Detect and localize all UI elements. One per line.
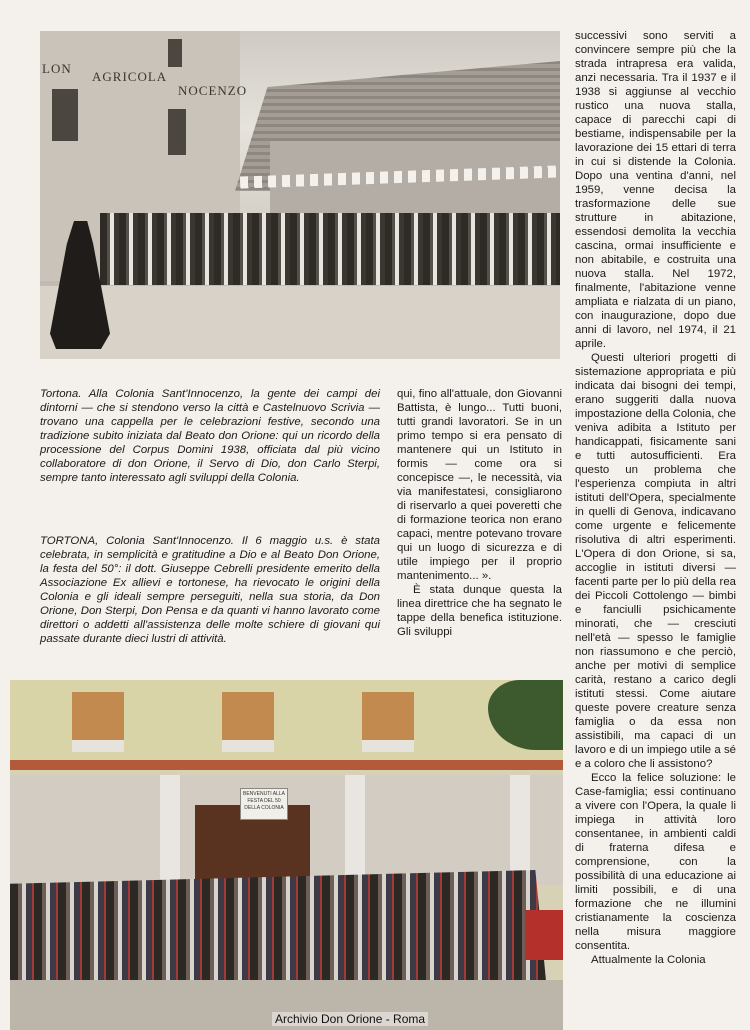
archive-label: Archivio Don Orione - Roma — [272, 1012, 428, 1026]
paragraph: qui, fino all'attuale, don Giovanni Battista, è lungo... Tutti buoni, tutti grandi lavoratori. Se in un primo tempo si era pensato di mantenere qui un Istituto in formis — come ora si concepisce —, le necessità, via via manifestatesi, consigliarono di riservarlo a quei poveretti che di formazione teorica non erano capaci, mentre potevano trovare qui un luogo di sicurezza e di utile impiego per il proprio mantenimento... ». — [397, 388, 562, 582]
paragraph: Attualmente la Colonia — [591, 954, 706, 966]
article-column-middle — [397, 387, 562, 639]
sign-text-right: NOCENZO — [178, 83, 248, 98]
paragraph: successivi sono serviti a convincere sempre più che la strada intrapresa era valida, anzi necessaria. Tra il 1937 e il 1938 si aggiunse al vecchio rustico una nuova stalla, capace di parecchi capi di bestiame, indispensabile per la lavorazione dei 15 ettari di terra in cui si distende la Colonia. Dopo una ventina d'anni, nel 1959, venne decisa la trasformazione delle sue strutture in abitazione, essendosi demolita la vecchia cascina, ormai insufficiente e non abitabile, e costruita una nuova stalla. Nel 1972, finalmente, l'abitazione venne ampliata e rialzata di un piano, con inaugurazione, dopo due anni di lavoro, nel 1974, il 21 aprile. — [575, 30, 736, 350]
article-column-right — [575, 29, 736, 967]
roof-ledge — [10, 760, 563, 770]
procession-crowd — [100, 213, 560, 285]
sign-text-mid: AGRICOLA — [92, 69, 168, 84]
window-shutter — [362, 692, 414, 752]
window-shutter — [72, 692, 124, 752]
sign-text-left: LON — [42, 61, 72, 76]
group-of-people — [10, 870, 563, 985]
window — [168, 109, 186, 155]
window-shutter — [222, 692, 274, 752]
welcome-banner: BENVENUTI ALLA FESTA DEL 50 DELLA COLONIA — [240, 788, 288, 820]
article-lede: TORTONA, Colonia Sant'Innocenzo. Il 6 maggio u.s. è stata celebrata, in semplicità e gratitudine a Dio e al Beato Don Orione, la festa del 50°: il dott. Giuseppe Cebrelli presidente emerito della Associazione Ex allievi e tortonese, ha rievocato le origini della Colonia e gli ideali sempre perseguiti, nella sua storia, da Don Orione, Don Sterpi, Don Pensa e da quanti vi hanno lavorato come direttori o addetti all'assistenza delle molte schiere di giovani qui passate durante dieci lustri di attività. — [40, 535, 380, 645]
procession-photo — [40, 31, 560, 359]
photo-caption: Tortona. Alla Colonia Sant'Innocenzo, la gente dei campi dei dintorni — che si stendono verso la città e Castelnuovo Scrivia — trovano una cappella per le celebrazioni festive, secondo una tradizione subito iniziata dal Beato don Orione: qui un ricordo della processione del Corpus Domini 1938, officiata dal più vicino collaboratore di don Orione, il Servo di Dio, don Carlo Sterpi, sempre tanto interessato agli sviluppi della Colonia. — [40, 388, 380, 484]
paragraph: Questi ulteriori progetti di sistemazione appropriata e più indicata dai bisogni dei tempi, erano suggeriti dalla nuova impostazione della Colonia, che veniva adibita a Istituto per handicappati, fisicamente sani e tutti autosufficienti. Era questo un problema che l'esperienza compiuta in altri istituti dell'Opera, specialmente in quelli di Genova, indicavano come urgente e felicemente risolutiva di altri esperimenti. L'Opera di don Orione, si sa, accoglie in istituti diversi — facenti parte per lo più della rea dei Piccoli Cottolengo — bimbi e fanciulli psichicamente minorati, che — cresciuti nell'età — spesso le famiglie non riassumono e che perciò, anche per motivi di semplice carità, restano a carico degli istituti stessi. Come aiutare queste povere creature senza famiglia o da essa non assistibili, ma capaci di un lavoro e di un impiego utile a sé e a coloro che li assistono? — [575, 352, 736, 770]
portico-column — [160, 775, 180, 895]
group-photo — [10, 680, 563, 1030]
red-bench — [525, 910, 563, 960]
window — [52, 89, 78, 141]
window — [168, 39, 182, 67]
paragraph: Ecco la felice soluzione: le Case-famiglia; essi continuano a vivere con l'Opera, la quale li impiega in attività loro consentanee, in ambienti caldi di fraterna difesa e comprensione, con la possibilità di una educazione ai limiti possibili, e di una formazione che ne illumini cristianamente la coscienza nella misura maggiore consentita. — [575, 772, 736, 952]
paragraph: È stata dunque questa la linea direttrice che ha segnato le tappe della benefica istituzione. Gli sviluppi — [397, 584, 562, 638]
courtyard-ground — [40, 286, 560, 359]
